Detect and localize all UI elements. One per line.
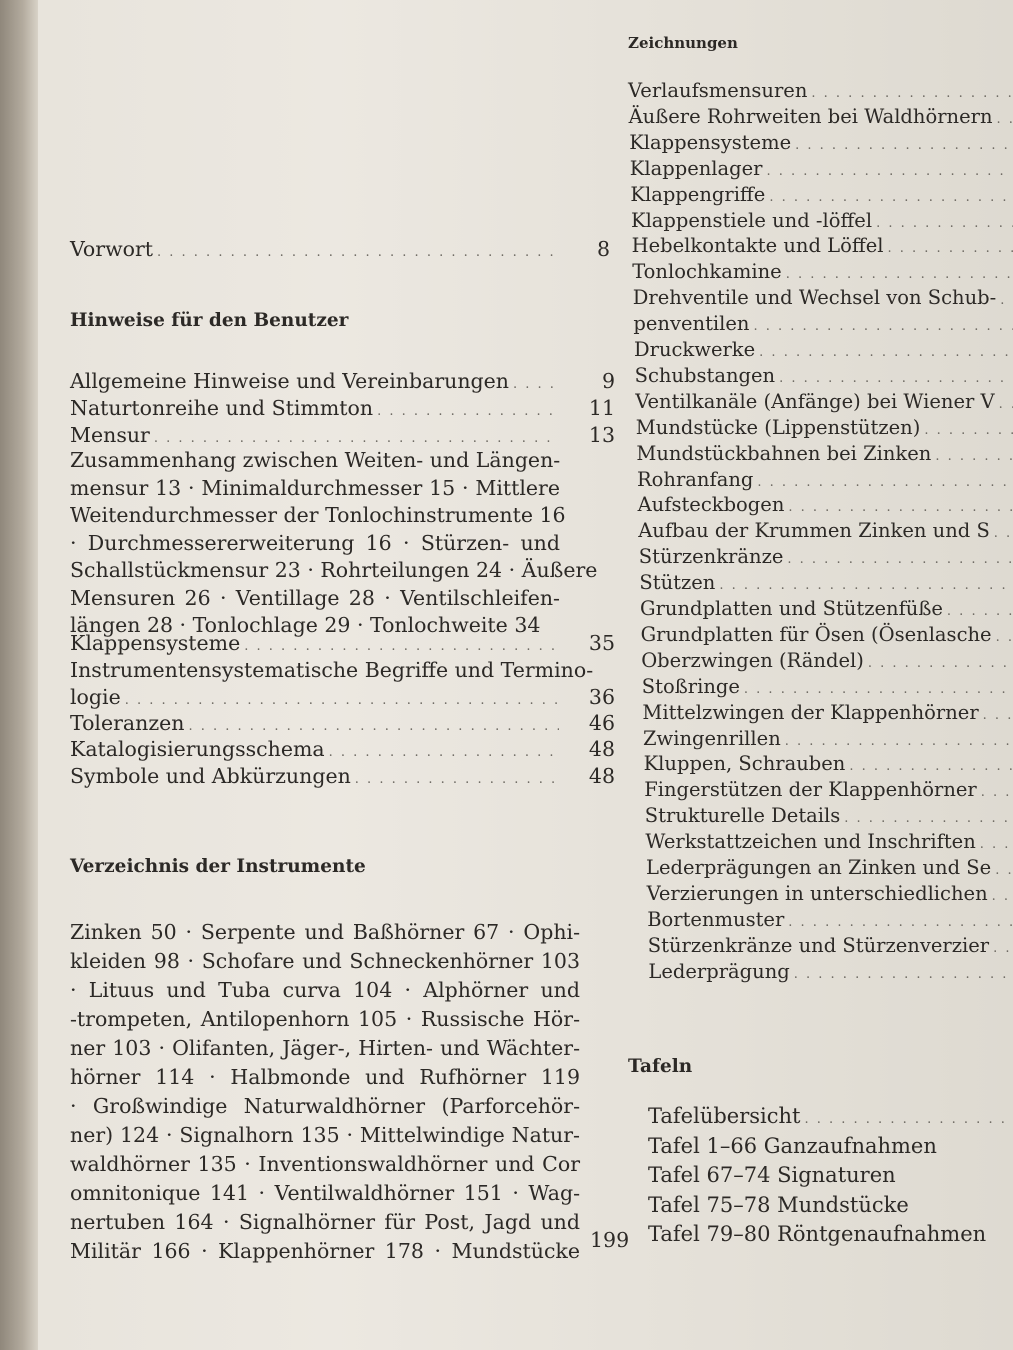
drawing-entry	[642, 700, 1013, 728]
entry-label: Tafel 67–74 Signaturen	[648, 1163, 896, 1187]
leader-dots	[868, 651, 1013, 676]
leader-dots	[924, 418, 1013, 443]
entry-page: 35	[588, 631, 615, 655]
text-line: waldhörner 135 · Inventionswaldhörner und Cor	[70, 1152, 580, 1176]
entry-label: Mundstückbahnen bei Zinken	[636, 441, 932, 465]
entry-label: Symbole und Abkürzungen	[70, 764, 351, 788]
text-line: hörner 114 · Halbmonde und Rufhörner 119	[70, 1065, 580, 1089]
text-line: · Lituus und Tuba curva 104 · Alphörner und	[70, 978, 580, 1002]
drawing-entry	[635, 363, 1013, 391]
book-page	[38, 0, 1013, 1350]
text-line: Zusammenhang zwischen Weiten- und Längen-	[70, 448, 561, 472]
plate-entry	[648, 1222, 1013, 1247]
leader-dots	[719, 573, 1013, 598]
leader-dots	[157, 240, 554, 266]
verzeichnis-entries	[70, 918, 580, 1266]
plate-entry	[648, 1193, 1013, 1218]
leader-dots	[981, 780, 1013, 805]
entry-label: Katalogisierungsschema	[70, 737, 325, 761]
entry-label: Fingerstützen der Klappenhörner	[644, 778, 977, 802]
leader-dots	[997, 107, 1013, 132]
leader-dots	[844, 806, 1013, 831]
entry-label: Bortenmuster	[647, 907, 785, 931]
leader-dots	[935, 444, 1013, 469]
section-heading-verzeichnis: Verzeichnis der Instrumente	[70, 856, 366, 877]
entry-label: Stürzenkränze und Stürzenverzier	[647, 933, 990, 957]
entry-label: Verlaufsmensuren	[628, 79, 808, 102]
section-heading-zeichnungen: Zeichnungen	[628, 34, 738, 52]
leader-dots	[980, 832, 1013, 857]
entry-label: Aufbau der Krummen Zinken und S	[638, 519, 990, 543]
leader-dots	[767, 159, 1013, 184]
entry-label: Drehventile und Wechsel von Schub-	[632, 286, 997, 310]
leader-dots	[769, 185, 1013, 210]
entry-label: Rohranfang	[637, 467, 754, 491]
text-line: Schallstückmensur 23 · Rohrteilungen 24 · Äußere	[70, 558, 598, 582]
text-line: Zinken 50 · Serpente und Baßhörner 67 · Ophi-	[70, 920, 580, 944]
entry-label: Ventilkanäle (Anfänge) bei Wiener V	[635, 389, 995, 413]
toc-entry	[70, 368, 615, 398]
entry-label: Tafel 79–80 Röntgenaufnahmen	[648, 1222, 987, 1246]
text-line: -trompeten, Antilopenhorn 105 · Russische Hör-	[70, 1007, 580, 1031]
entry-label: Oberzwingen (Rändel)	[641, 648, 864, 672]
drawing-entry	[646, 855, 1013, 883]
leader-dots	[355, 767, 559, 793]
drawing-entry	[645, 829, 1013, 857]
leader-dots	[779, 366, 1013, 391]
plate-entry	[648, 1104, 1013, 1132]
leader-dots	[849, 754, 1013, 779]
text-line: omnitonique 141 · Ventilwaldhörner 151 · Wag-	[70, 1181, 580, 1205]
toc-entry-katalog	[70, 736, 615, 766]
entry-page: 8	[596, 237, 610, 261]
entry-label: Tafel 75–78 Mundstücke	[648, 1192, 909, 1217]
leader-dots	[795, 133, 1013, 158]
plate-entry	[648, 1134, 1013, 1159]
leader-dots	[787, 547, 1013, 572]
section-heading-tafeln: Tafeln	[628, 1056, 693, 1077]
entry-page: 13	[588, 423, 615, 447]
drawing-entry	[631, 208, 1013, 236]
drawing-entry	[647, 881, 1013, 909]
drawing-entry	[641, 622, 1013, 650]
entry-label: Aufsteckbogen	[637, 493, 785, 517]
drawing-entry	[634, 337, 1013, 365]
entry-label: Zwingenrillen	[643, 726, 781, 750]
toc-entry-vorwort	[70, 236, 610, 266]
entry-label: Kluppen, Schrauben	[643, 752, 846, 776]
leader-dots	[754, 314, 1013, 339]
leader-dots	[993, 936, 1013, 961]
toc-entry-klappensysteme	[70, 630, 615, 660]
drawing-entry	[644, 777, 1013, 805]
text-line: · Durchmessererweiterung 16 · Stürzen- und	[70, 530, 560, 555]
drawing-entry	[637, 467, 1013, 495]
entry-label: Mensur	[70, 423, 150, 447]
entry-label: Tafelübersicht	[648, 1104, 801, 1128]
leader-dots	[947, 599, 1013, 624]
entry-label: Lederprägungen an Zinken und Se	[646, 856, 992, 879]
entry-label: Grundplatten und Stützenfüße	[640, 597, 943, 620]
entry-label: Schubstangen	[634, 363, 776, 387]
entry-label: Strukturelle Details	[644, 804, 841, 828]
leader-dots	[788, 495, 1013, 520]
leader-dots	[804, 1107, 1013, 1132]
drawing-entry	[644, 751, 1013, 779]
leader-dots	[811, 81, 1013, 106]
entry-label: Hebelkontakte und Löffel	[631, 234, 884, 258]
entry-label: Naturtonreihe und Stimmton	[70, 396, 374, 420]
entry-page: 11	[588, 396, 615, 420]
entry-label: Klappengriffe	[630, 182, 766, 206]
entry-label: Stoßringe	[641, 674, 740, 698]
leader-dots	[996, 625, 1013, 650]
text-line: nertuben 164 · Signalhörner für Post, Jagd und	[70, 1210, 580, 1234]
entry-page: 9	[601, 369, 615, 393]
leader-dots	[1000, 288, 1013, 313]
entry-label: Tafel 1–66 Ganzaufnahmen	[648, 1133, 937, 1158]
verzeichnis-page: 199	[590, 1228, 630, 1252]
drawing-entry	[642, 674, 1013, 702]
entry-label: Druckwerke	[634, 338, 756, 361]
toc-entry-systematik-line1	[70, 657, 594, 683]
drawing-entry	[629, 130, 1013, 158]
entry-label: Instrumentensystematische Begriffe und Termino-	[70, 658, 594, 682]
entry-label: Tonlochkamine	[632, 260, 782, 284]
drawing-entry	[638, 518, 1013, 546]
drawing-entry	[643, 726, 1013, 754]
leader-dots	[757, 470, 1013, 495]
drawing-entry	[638, 492, 1013, 520]
entry-label: Klappenlager	[629, 156, 763, 180]
book-gutter-shadow	[0, 0, 38, 1350]
leader-dots	[794, 962, 1013, 987]
leader-dots	[759, 340, 1013, 365]
drawing-entry	[630, 182, 1013, 210]
entry-label: Stützen	[639, 571, 716, 595]
drawing-entry	[632, 233, 1013, 261]
leader-dots	[876, 211, 1013, 236]
entry-label: Lederprägung	[648, 959, 790, 983]
drawing-entry	[635, 389, 1013, 417]
text-line: mensur 13 · Minimaldurchmesser 15 · Mittlere	[70, 475, 560, 500]
entry-label: Mundstücke (Lippenstützen)	[635, 415, 921, 439]
drawing-entry	[639, 544, 1013, 572]
drawing-entry	[639, 570, 1013, 598]
drawing-entry	[636, 415, 1013, 443]
text-line: Militär 166 · Klappenhörner 178 · Mundstücke	[70, 1239, 580, 1263]
entry-label: penventilen	[633, 312, 750, 336]
text-line: kleiden 98 · Schofare und Schneckenhörner 103	[70, 949, 580, 973]
drawing-entry	[640, 596, 1013, 624]
text-line: Weitendurchmesser der Tonlochinstrumente 16	[70, 503, 566, 527]
text-line: ner) 124 · Signalhorn 135 · Mittelwindige Natur-	[70, 1123, 580, 1147]
leader-dots	[788, 910, 1013, 935]
drawing-entry	[648, 959, 1013, 987]
leader-dots	[785, 729, 1013, 754]
drawing-entry	[632, 259, 1013, 287]
plate-entry	[648, 1163, 1013, 1188]
leader-dots	[786, 262, 1013, 287]
entry-label: Stürzenkränze	[638, 545, 784, 569]
entry-label: Allgemeine Hinweise und Vereinbarungen	[70, 369, 509, 393]
drawing-entry	[648, 933, 1013, 961]
leader-dots	[888, 236, 1013, 261]
entry-label: Grundplatten für Ösen (Ösenlasche	[640, 622, 992, 646]
leader-dots	[995, 858, 1013, 883]
drawing-entry	[636, 441, 1013, 469]
entry-page: 36	[588, 685, 615, 709]
section-heading-hinweise: Hinweise für den Benutzer	[70, 310, 349, 331]
leader-dots	[983, 703, 1013, 728]
text-line: · Großwindige Naturwaldhörner (Parforcehör-	[70, 1094, 580, 1118]
entry-label: Werkstattzeichen und Inschriften	[645, 830, 976, 854]
drawing-entry	[630, 156, 1013, 184]
drawing-entry	[628, 78, 1013, 106]
drawing-entry	[647, 907, 1013, 935]
text-line: längen 28 · Tonlochlage 29 · Tonlochweite 34	[70, 613, 541, 637]
drawing-entry	[633, 285, 1013, 313]
leader-dots	[744, 677, 1013, 702]
leader-dots	[999, 392, 1013, 417]
leader-dots	[992, 884, 1013, 909]
drawing-entry	[641, 648, 1013, 676]
text-line: Mensuren 26 · Ventillage 28 · Ventilschleifen-	[70, 585, 560, 610]
entry-page: 48	[588, 764, 615, 788]
entry-page: 48	[588, 737, 615, 761]
entry-label: Klappensysteme	[70, 631, 241, 655]
toc-entry-symbole	[70, 763, 615, 793]
drawing-entry	[633, 311, 1013, 339]
entry-label: Klappensysteme	[629, 130, 792, 154]
entry-label: Toleranzen	[70, 711, 185, 735]
toc-entry	[70, 395, 615, 425]
drawing-entry	[629, 104, 1013, 132]
drawing-entry	[645, 803, 1013, 831]
entry-label: logie	[70, 685, 121, 709]
entry-label: Äußere Rohrweiten bei Waldhörnern	[628, 104, 993, 128]
entry-page: 46	[588, 711, 615, 735]
entry-label: Mittelzwingen der Klappenhörner	[642, 700, 979, 724]
leader-dots	[994, 521, 1013, 546]
entry-label: Vorwort	[70, 237, 153, 261]
entry-label: Klappenstiele und -löffel	[631, 208, 873, 232]
text-line: ner 103 · Olifanten, Jäger-, Hirten- und Wächter-	[70, 1036, 580, 1060]
mensur-subentries	[70, 447, 598, 640]
entry-label: Verzierungen in unterschiedlichen	[646, 881, 988, 905]
